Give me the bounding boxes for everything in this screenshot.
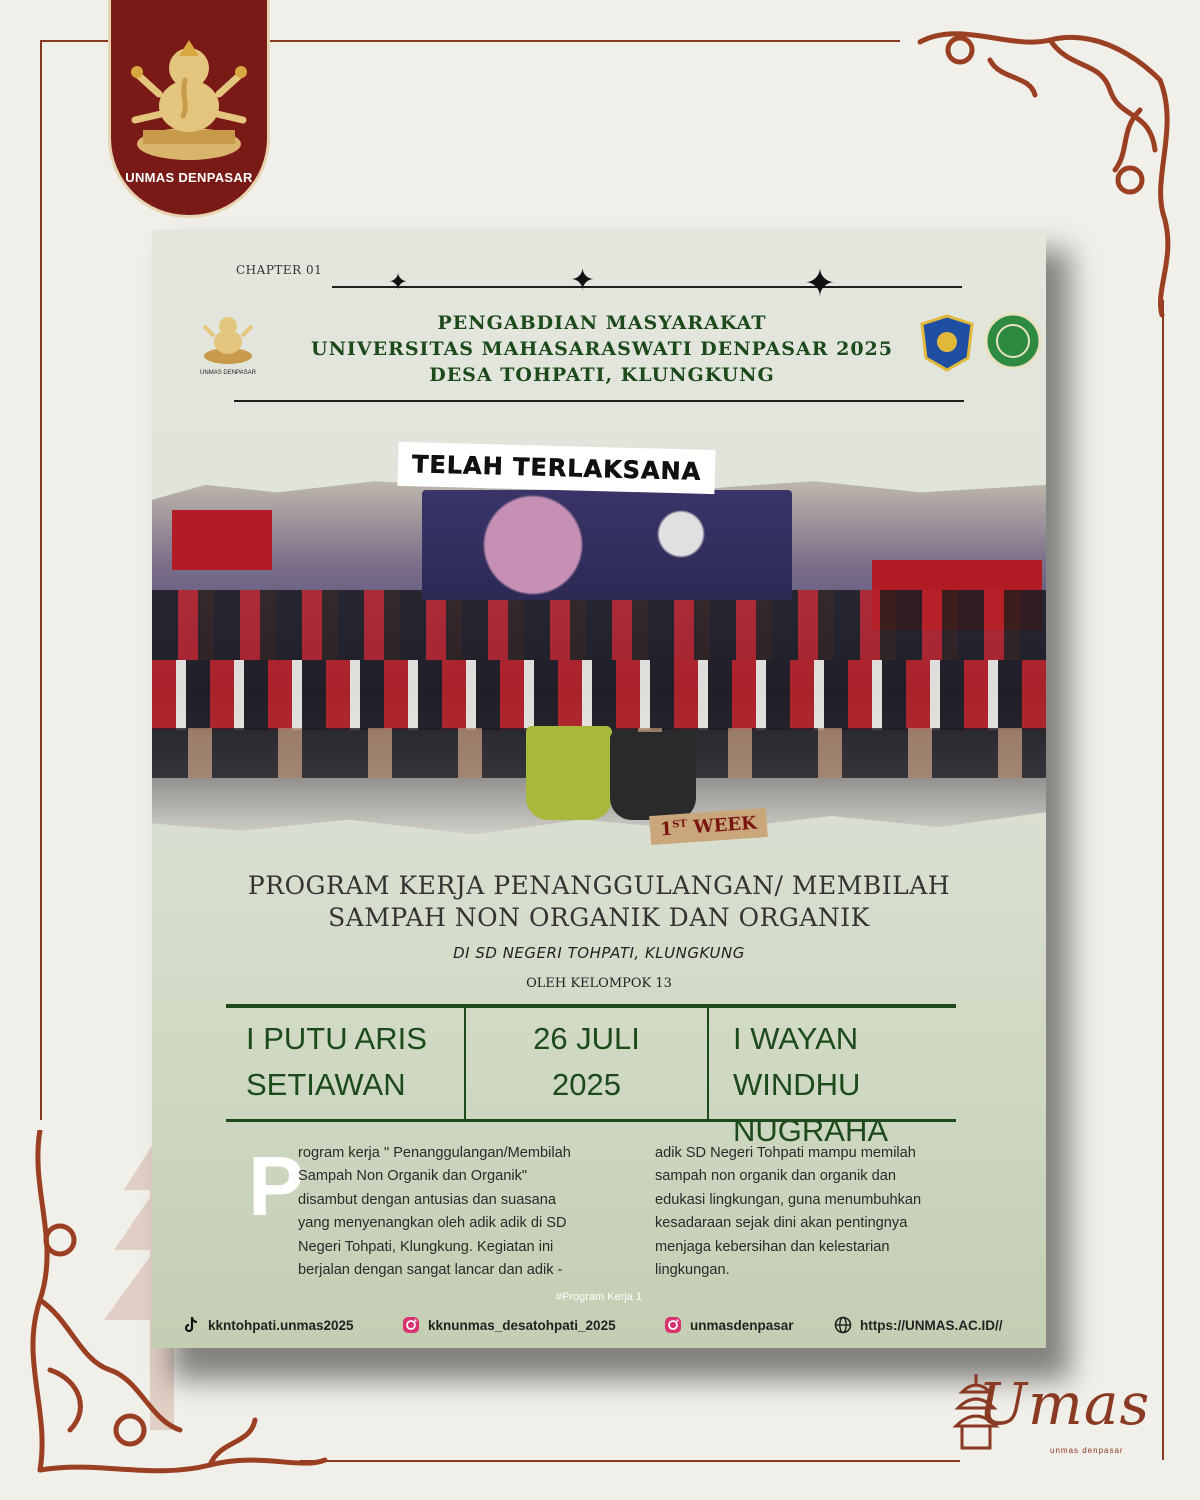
person-2-cell xyxy=(709,1008,956,1148)
info-table xyxy=(226,1004,956,1148)
col2-line: edukasi lingkungan, guna menumbuhkan xyxy=(655,1191,922,1208)
brand-wordmark: Umas xyxy=(978,1370,1151,1438)
frame-left-line xyxy=(40,40,42,1120)
instagram-handle-2: unmasdenpasar xyxy=(690,1317,794,1333)
person-2-line-2: NUGRAHA xyxy=(733,1113,889,1148)
ganesha-logo-icon xyxy=(129,34,249,164)
program-location: DI SD NEGERI TOHPATI, KLUNGKUNG xyxy=(453,944,745,962)
body-column-1 xyxy=(298,1142,618,1282)
person-1-cell xyxy=(226,1008,466,1119)
tiktok-link[interactable] xyxy=(182,1316,354,1334)
instagram-link-1[interactable] xyxy=(402,1316,616,1334)
person-2-line-1: I WAYAN WINDHU xyxy=(733,1021,861,1102)
date-cell xyxy=(466,1008,709,1119)
space-mural xyxy=(422,490,792,600)
title-line-3: DESA TOHPATI, KLUNGKUNG xyxy=(429,364,775,386)
program-title-line-2: SAMPAH NON ORGANIK DAN ORGANIK xyxy=(328,903,870,932)
header-rule-top xyxy=(332,286,962,288)
col2-line: lingkungan. xyxy=(655,1262,730,1279)
instagram-icon xyxy=(664,1316,682,1334)
person-1-line-2: SETIAWAN xyxy=(246,1067,406,1102)
telah-terlaksana-banner: TELAH TERLAKSANA xyxy=(397,442,715,494)
frame-right-line xyxy=(1162,300,1164,1460)
badge-label: UNMAS DENPASAR xyxy=(125,170,253,185)
hashtag: #Program Kerja 1 xyxy=(555,1291,643,1303)
col1-line: rogram kerja " Penanggulangan/Membilah xyxy=(298,1145,571,1161)
unmas-badge xyxy=(108,0,270,218)
sparkle-icon: ✦ xyxy=(570,263,596,298)
program-group: OLEH KELOMPOK 13 xyxy=(526,976,672,991)
week-number: 1 xyxy=(659,818,674,841)
col2-line: adik SD Negeri Tohpati mampu memilah xyxy=(655,1145,916,1161)
program-title xyxy=(192,870,1006,934)
website-link[interactable] xyxy=(834,1316,1003,1334)
col1-line: disambut dengan antusias dan suasana xyxy=(298,1191,557,1208)
website-url: https://UNMAS.AC.ID// xyxy=(860,1317,1003,1333)
brand-subtitle: unmas denpasar xyxy=(1050,1446,1124,1455)
mini-logo-label: UNMAS DENPASAR xyxy=(200,370,256,376)
drop-cap: P xyxy=(248,1139,305,1233)
ganesha-mini-icon xyxy=(200,310,256,366)
tiktok-handle: kkntohpati.unmas2025 xyxy=(208,1317,354,1333)
person-1-line-1: I PUTU ARIS xyxy=(246,1021,427,1056)
date-line-1: 26 JULI xyxy=(533,1021,640,1056)
sparkle-icon: ✦ xyxy=(388,268,409,296)
tiktok-icon xyxy=(182,1316,200,1334)
title-line-1: PENGABDIAN MASYARAKAT xyxy=(437,312,767,334)
globe-icon xyxy=(834,1316,852,1334)
date-line-2: 2025 xyxy=(552,1067,621,1102)
instagram-icon xyxy=(402,1316,420,1334)
week-suffix: ST xyxy=(671,818,688,831)
header-title xyxy=(262,310,942,388)
sparkle-icon: ✦ xyxy=(804,261,836,305)
col1-line: Negeri Tohpati, Klungkung. Kegiatan ini xyxy=(298,1238,554,1255)
red-curtain-left xyxy=(172,510,272,570)
unmas-mini-logo xyxy=(196,310,260,376)
program-title-line-1: PROGRAM KERJA PENANGGULANGAN/ MEMBILAH xyxy=(247,871,951,900)
organic-bucket xyxy=(526,726,612,820)
poster-card xyxy=(152,230,1046,1348)
col2-line: menjaga kebersihan dan kelestarian xyxy=(655,1238,890,1255)
instagram-handle-1: kknunmas_desatohpati_2025 xyxy=(428,1317,616,1333)
non-organic-bucket xyxy=(610,732,696,820)
village-emblem-icon xyxy=(984,312,1042,370)
col1-line: yang menyenangkan oleh adik adik di SD xyxy=(298,1215,567,1232)
col1-line: Sampah Non Organik dan Organik" xyxy=(298,1168,528,1185)
col2-line: kesadaraan sejak dini akan pentingnya xyxy=(655,1215,908,1232)
instagram-link-2[interactable] xyxy=(664,1316,794,1334)
chapter-label: CHAPTER 01 xyxy=(236,263,323,277)
crowd-row-middle xyxy=(152,660,1046,730)
title-line-2: UNIVERSITAS MAHASARASWATI DENPASAR 2025 xyxy=(311,338,893,360)
header-rule-bottom xyxy=(234,400,964,402)
week-label: WEEK xyxy=(692,812,758,839)
col1-line: berjalan dengan sangat lancar dan adik - xyxy=(298,1262,563,1279)
body-column-2 xyxy=(655,1142,959,1282)
col2-line: sampah non organik dan organik dan xyxy=(655,1168,896,1185)
frame-bottom-line xyxy=(300,1460,960,1462)
crowd-row-back xyxy=(152,590,1046,660)
